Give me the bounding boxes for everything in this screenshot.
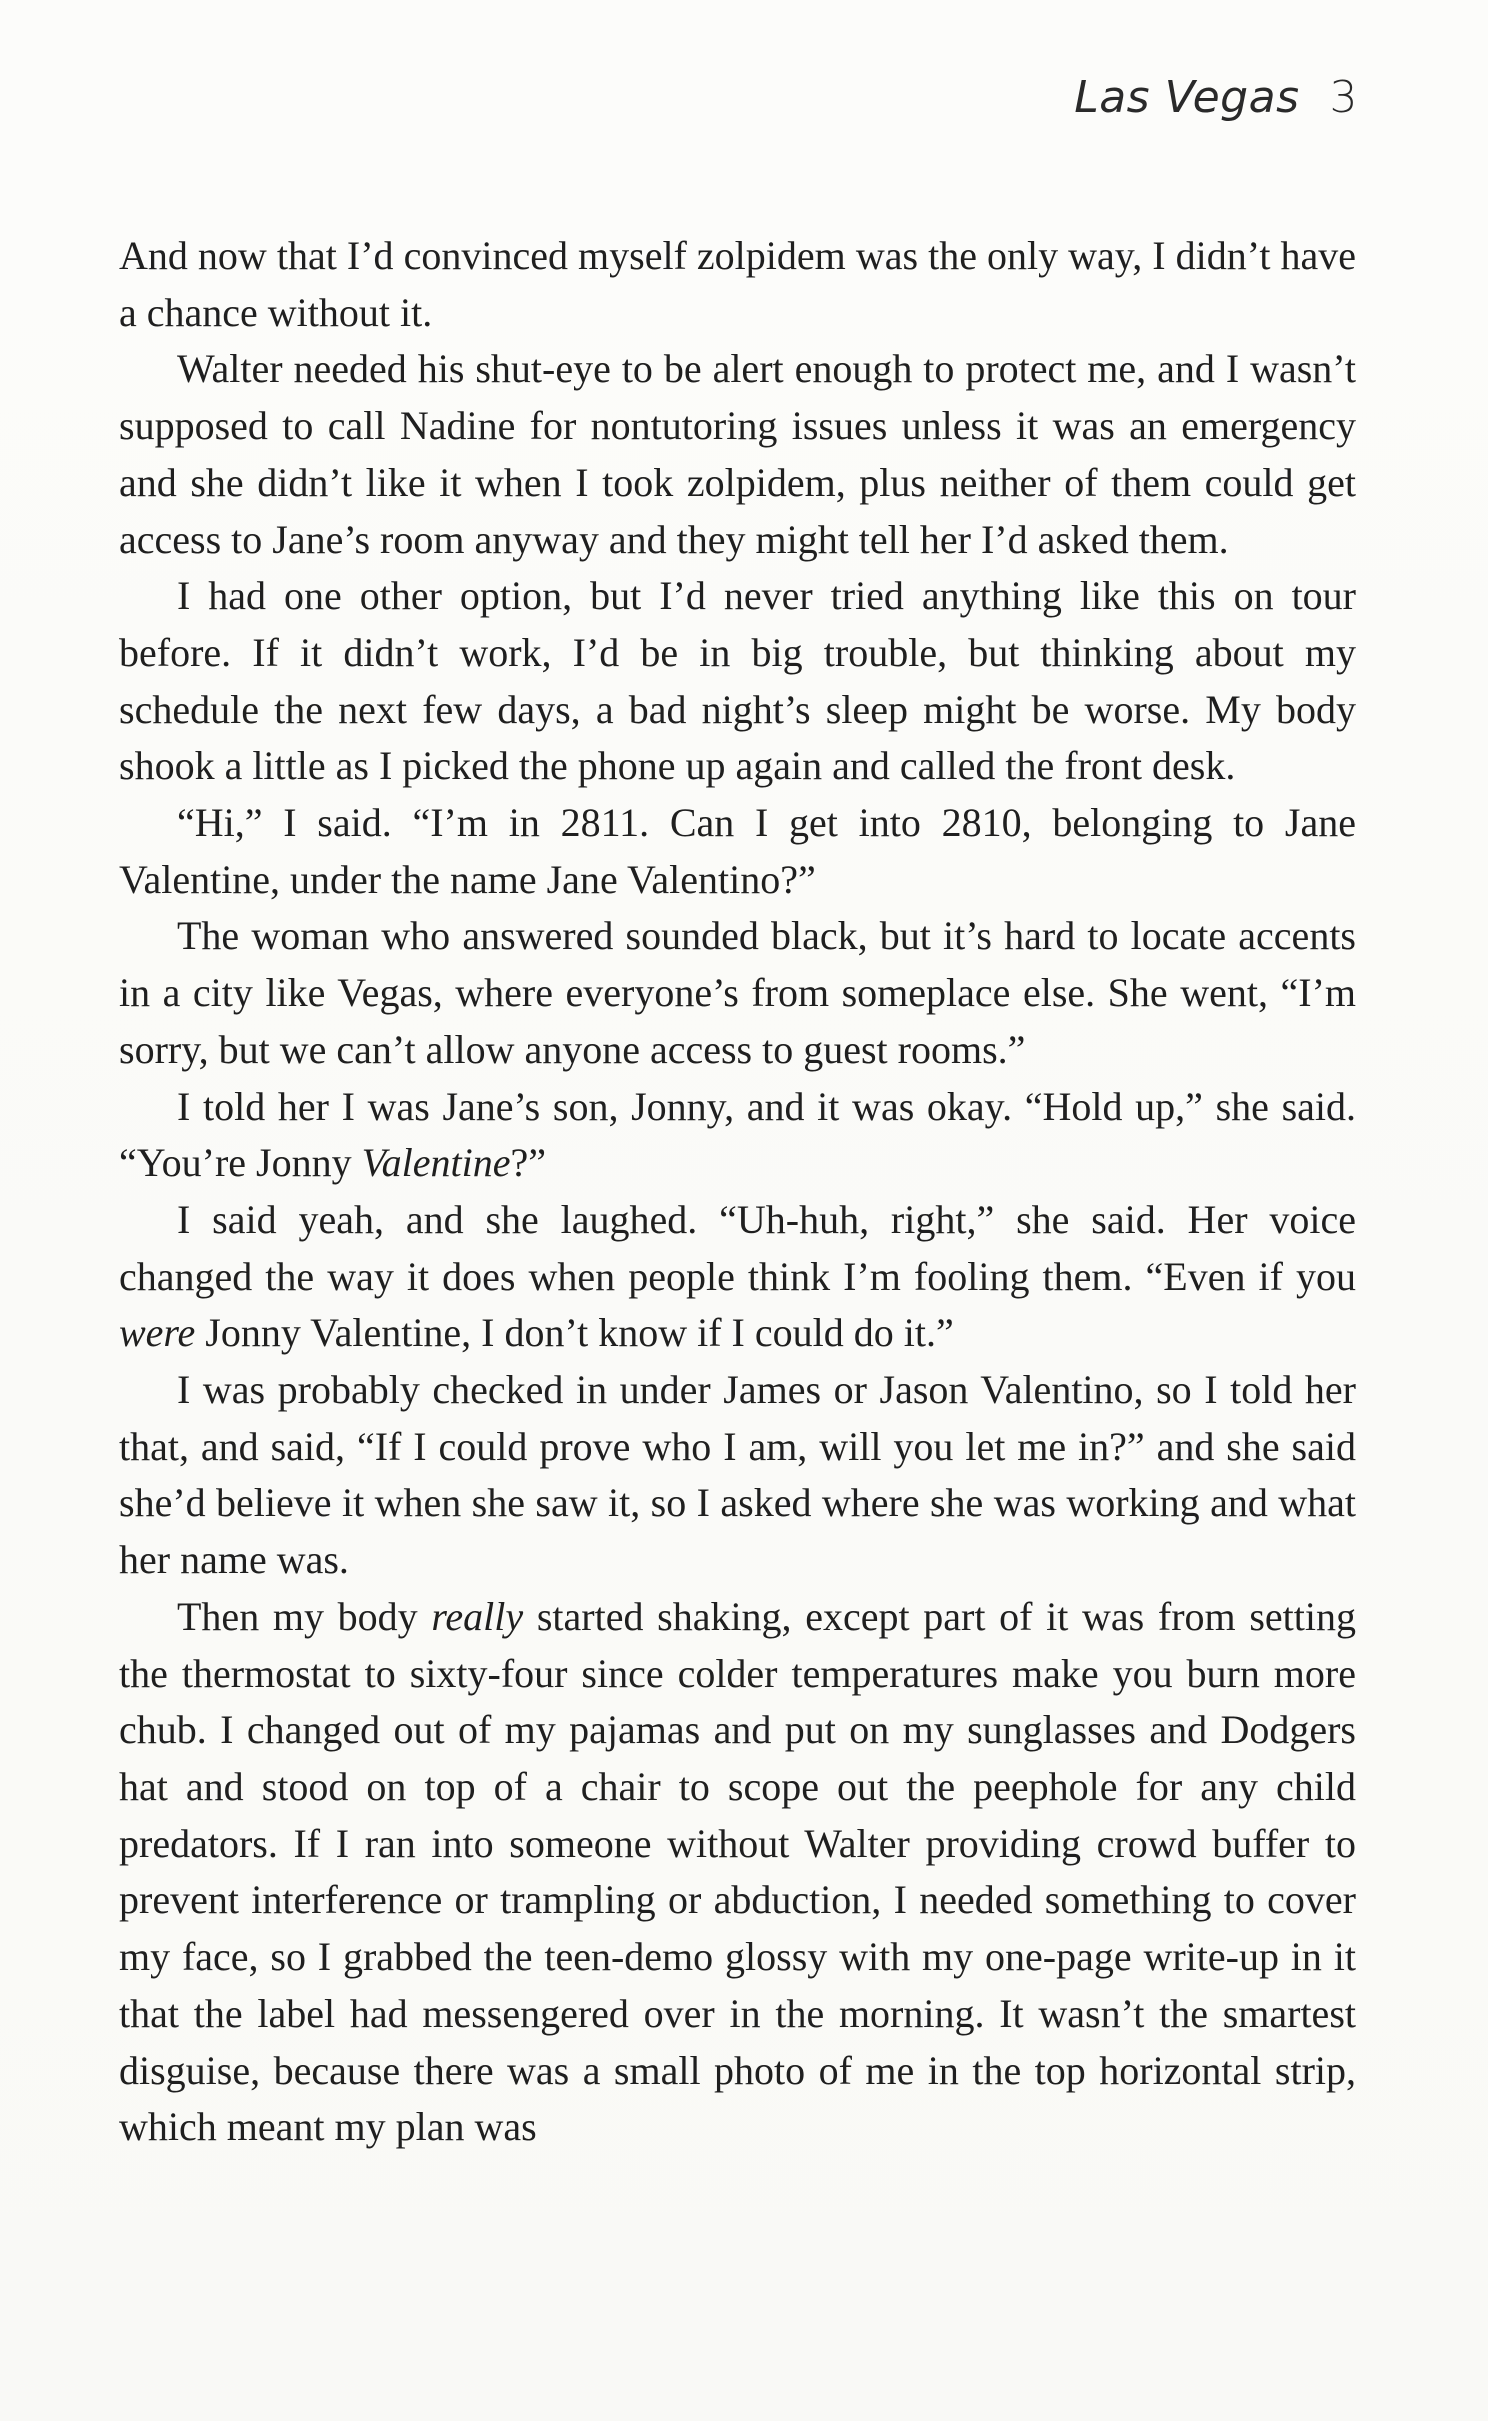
- paragraph: [119, 908, 1356, 1078]
- paragraph: [119, 795, 1356, 908]
- paragraph-text: The woman who answered sounded black, but it’s hard to locate accents in a city like Vegas, where everyone’s from someplace else. She went, “I’m sorry, but we can’t allow anyone access to guest rooms.”: [119, 913, 1356, 1072]
- body-text: [119, 228, 1356, 2156]
- paragraph-text: Walter needed his shut-eye to be alert enough to protect me, and I wasn’t supposed to call Nadine for nontutoring issues unless it was an emergency and she didn’t like it when I took zolpidem, plus neither of them could get access to Jane’s room anyway and they might tell her I’d asked them.: [119, 346, 1356, 562]
- paragraph: [119, 568, 1356, 795]
- paragraph-text: I had one other option, but I’d never tried anything like this on tour before. If it didn’t work, I’d be in big trouble, but thinking about my schedule the next few days, a bad night’s sleep might be worse. My body shook a little as I picked the phone up again and called the front desk.: [119, 573, 1356, 789]
- italic-text: really: [431, 1593, 524, 1639]
- paragraph-text: I said yeah, and she laughed. “Uh-huh, right,” she said. Her voice changed the way it does when people think I’m fooling them. “Even if you: [119, 1196, 1356, 1299]
- paragraph: [119, 341, 1356, 568]
- paragraph-text: I was probably checked in under James or Jason Valentino, so I told her that, and said, “If I could prove who I am, will you let me in?” and she said she’d believe it when she saw it, so I asked where she was working and what her name was.: [119, 1367, 1356, 1583]
- paragraph-text: “Hi,” I said. “I’m in 2811. Can I get into 2810, belonging to Jane Valentine, under the name Jane Valentino?”: [119, 800, 1356, 902]
- paragraph-text: Jonny Valentine, I don’t know if I could do it.”: [195, 1310, 954, 1356]
- paragraph: [119, 1079, 1356, 1192]
- paragraph: [119, 1192, 1356, 1362]
- paragraph: [119, 1362, 1356, 1589]
- paragraph: [119, 1589, 1356, 2156]
- running-head: [1074, 72, 1358, 123]
- page-number: 3: [1329, 72, 1358, 123]
- paragraph-text: And now that I’d convinced myself zolpidem was the only way, I didn’t have a chance without it.: [119, 233, 1356, 335]
- paragraph-text: ?”: [510, 1140, 546, 1186]
- italic-text: were: [119, 1310, 196, 1356]
- italic-text: Valentine: [361, 1140, 511, 1186]
- paragraph: [119, 228, 1356, 341]
- paragraph-text: started shaking, except part of it was from setting the thermostat to sixty-four since colder temperatures make you burn more chub. I changed out of my pajamas and put on my sunglasses and Dodgers hat and stood on top of a chair to scope out the peephole for any child predators. If I ran into someone without Walter providing crowd buffer to prevent interference or trampling or abduction, I needed something to cover my face, so I grabbed the teen-demo glossy with my one-page write-up in it that the label had messengered over in the morning. It wasn’t the smartest disguise, because there was a small photo of me in the top horizontal strip, which meant my plan was: [119, 1593, 1356, 2150]
- running-head-title: Las Vegas: [1074, 72, 1300, 123]
- paragraph-text: I told her I was Jane’s son, Jonny, and it was okay. “Hold up,” she said. “You’re Jonny: [119, 1083, 1356, 1186]
- paragraph-text: Then my body: [177, 1593, 432, 1639]
